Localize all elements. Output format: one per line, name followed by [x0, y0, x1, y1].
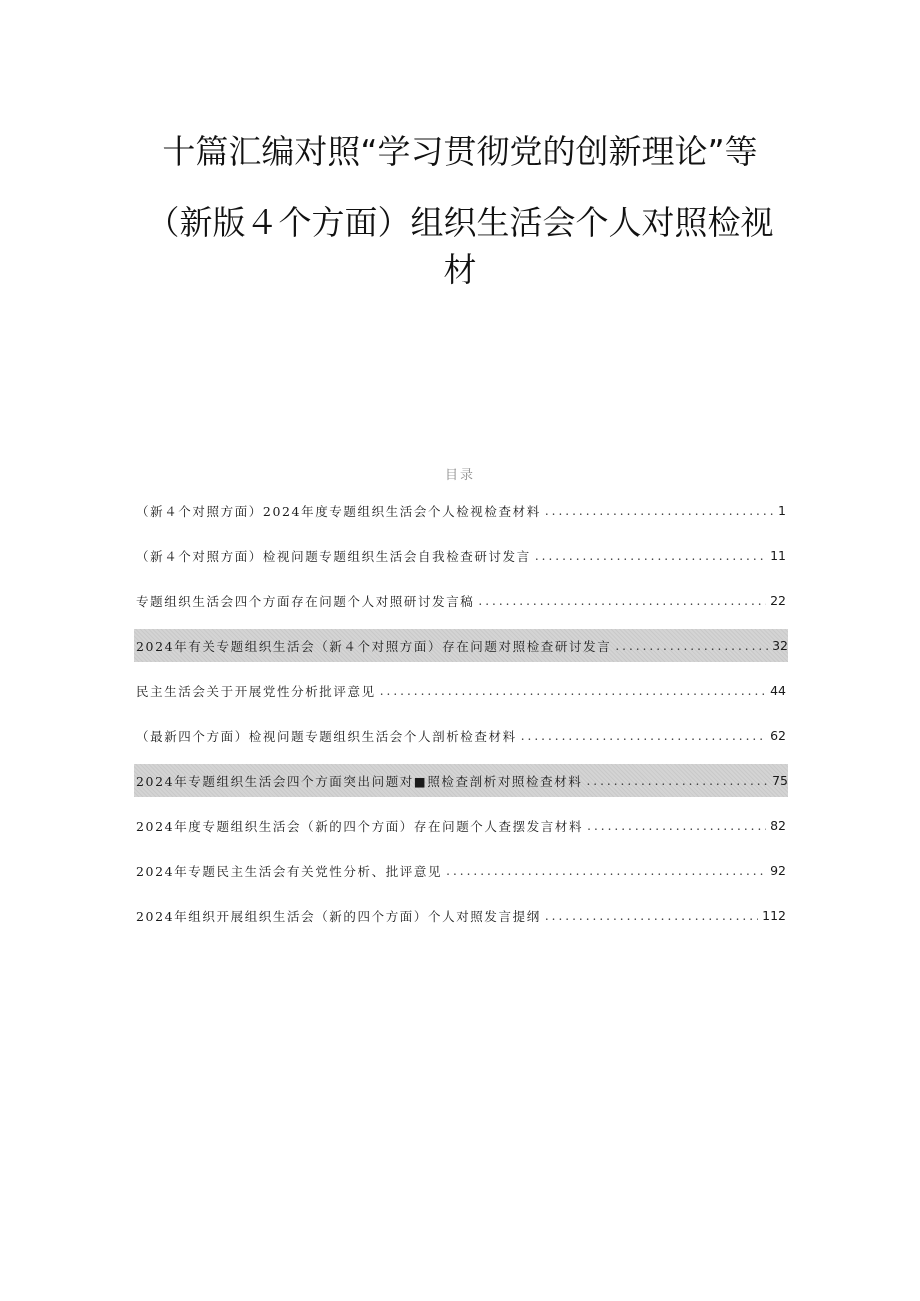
toc-entry[interactable]	[136, 674, 786, 707]
toc-dot-leader	[521, 729, 766, 743]
toc-dot-leader	[446, 864, 766, 878]
document-title	[120, 132, 800, 290]
toc-heading: 目录	[444, 468, 475, 483]
toc-entry-page-number: 1	[778, 503, 786, 518]
toc-entry-page-number: 82	[770, 818, 786, 833]
toc-entry-page-number: 11	[770, 548, 786, 563]
toc-entry-title: 2024年组织开展组织生活会（新的四个方面）个人对照发言提纲	[136, 908, 541, 924]
toc-entry-title: 2024年专题组织生活会四个方面突出问题对■照检查剖析对照检查材料	[136, 773, 583, 789]
toc-entry-title: 2024年有关专题组织生活会（新４个对照方面）存在问题对照检查研讨发言	[136, 638, 612, 654]
document-title-line-2: （新版４个方面）组织生活会个人对照检视	[146, 203, 774, 242]
toc-dot-leader	[587, 819, 766, 833]
toc-entry-title: 民主生活会关于开展党性分析批评意见	[136, 683, 376, 699]
toc-entry-page-number: 92	[770, 863, 786, 878]
toc-entry-highlighted[interactable]	[134, 629, 788, 662]
toc-entry[interactable]	[136, 719, 786, 752]
toc-entry[interactable]	[136, 854, 786, 887]
toc-entry-page-number: 22	[770, 593, 786, 608]
toc-entry-page-number: 32	[772, 638, 788, 653]
toc-entry-title: 专题组织生活会四个方面存在问题个人对照研讨发言稿	[136, 593, 475, 609]
toc-entry-title: （新４个对照方面）检视问题专题组织生活会自我检查研讨发言	[136, 548, 531, 564]
table-of-contents	[136, 494, 786, 944]
document-title-line-1: 十篇汇编对照“学习贯彻党的创新理论”等	[162, 132, 758, 171]
toc-entry[interactable]	[136, 899, 786, 932]
toc-entry-title: （最新四个方面）检视问题专题组织生活会个人剖析检查材料	[136, 728, 517, 744]
toc-entry-title: 2024年专题民主生活会有关党性分析、批评意见	[136, 863, 443, 879]
toc-entry-page-number: 62	[770, 728, 786, 743]
toc-entry[interactable]	[136, 539, 786, 572]
toc-dot-leader	[478, 594, 766, 608]
toc-entry[interactable]	[136, 494, 786, 527]
toc-entry-page-number: 44	[770, 683, 786, 698]
toc-dot-leader	[535, 549, 766, 563]
toc-entry[interactable]	[136, 809, 786, 842]
toc-entry-page-number: 112	[762, 908, 786, 923]
toc-dot-leader	[615, 639, 768, 653]
toc-entry-highlighted[interactable]	[134, 764, 788, 797]
toc-dot-leader	[545, 504, 774, 518]
toc-dot-leader	[380, 684, 766, 698]
toc-entry[interactable]	[136, 584, 786, 617]
toc-entry-title: 2024年度专题组织生活会（新的四个方面）存在问题个人查摆发言材料	[136, 818, 584, 834]
toc-dot-leader	[586, 774, 768, 788]
document-title-line-3: 材	[443, 250, 477, 289]
toc-entry-page-number: 75	[772, 773, 788, 788]
toc-dot-leader	[545, 909, 758, 923]
toc-entry-title: （新４个对照方面）2024年度专题组织生活会个人检视检查材料	[136, 503, 541, 519]
